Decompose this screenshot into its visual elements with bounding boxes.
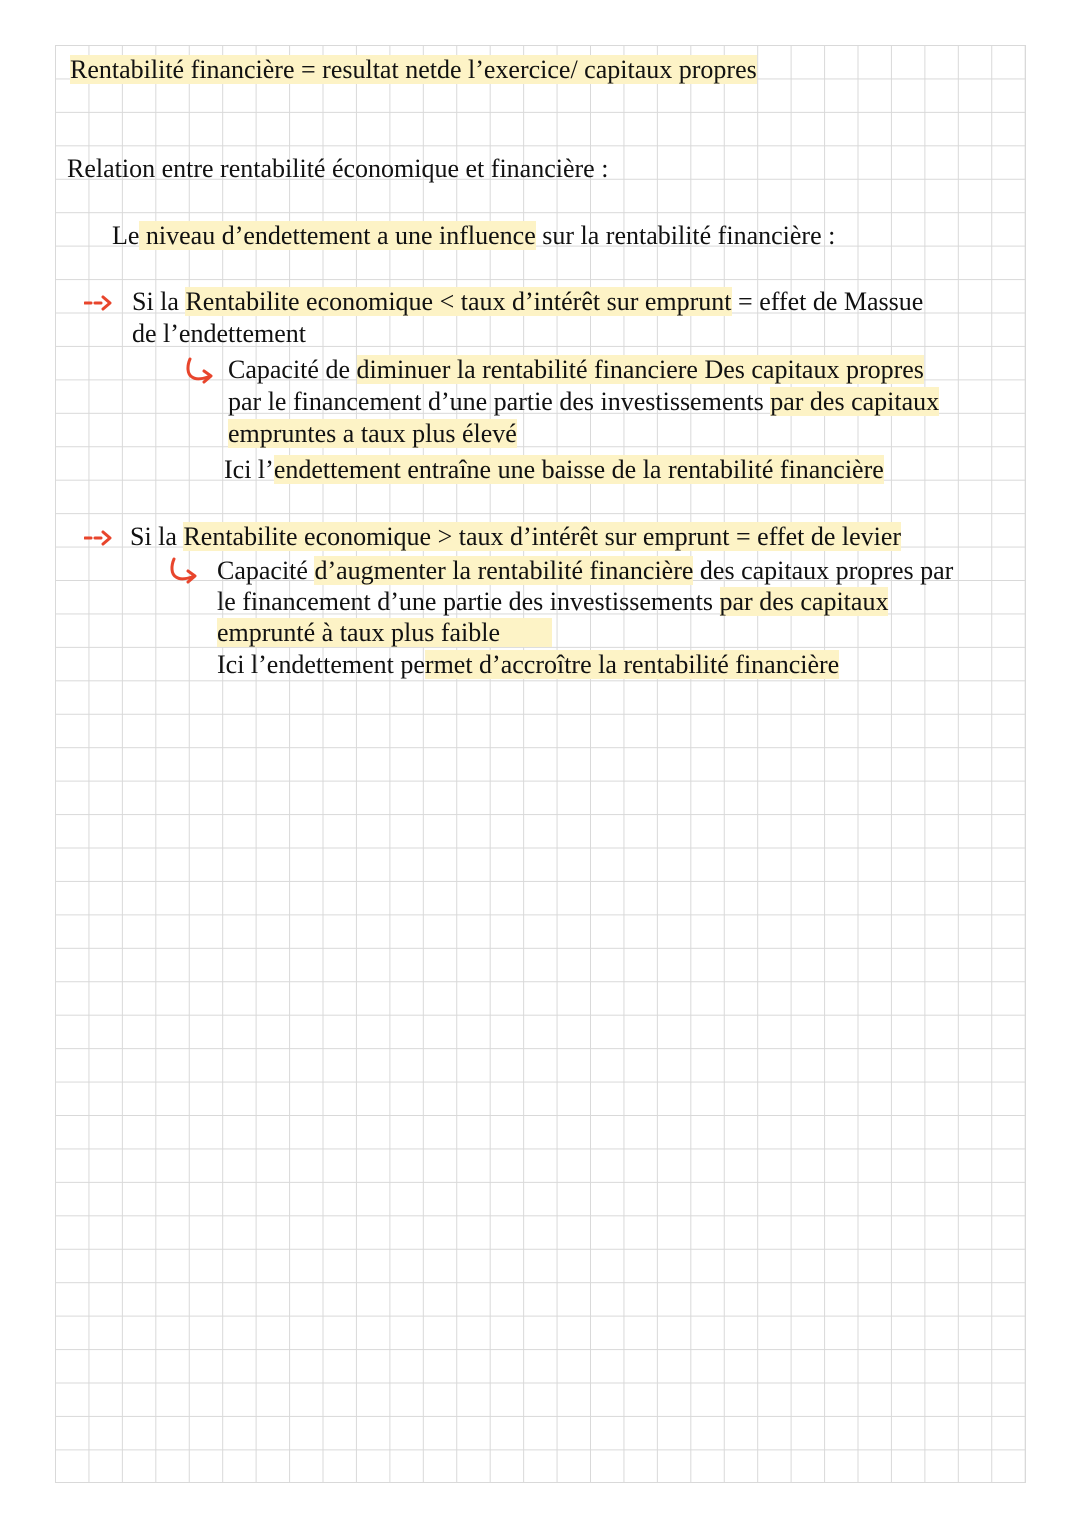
case2-line1-highlight: Rentabilite economique > taux d’intérêt sur emprunt = effet de levier — [183, 522, 902, 551]
case2-detail3 — [217, 617, 552, 649]
case1-detail1 — [228, 354, 924, 386]
case1-conclusion-highlight: endettement entraîne une baisse de la rentabilité financière — [273, 455, 884, 484]
intro-highlight: niveau d’endettement a une influence — [139, 221, 536, 250]
case2-detail1-highlight: d’augmenter la rentabilité financière — [314, 556, 694, 585]
case1-line1-prefix: Si la — [132, 287, 186, 316]
case1-detail3 — [228, 418, 517, 450]
case1-detail2-highlight: par des capitaux — [770, 387, 940, 416]
case2-detail1-suffix: des capitaux propres par — [693, 556, 954, 585]
case2-line1-prefix: Si la — [130, 522, 184, 551]
case2-detail2 — [217, 586, 888, 618]
case1-line1 — [132, 286, 923, 318]
case2-conclusion-prefix: Ici l’endettement pe — [217, 650, 425, 679]
dashed-arrow-icon — [84, 293, 114, 313]
case2-detail3-text: emprunté à taux plus faible — [217, 618, 552, 647]
case2-detail2-highlight: par des capitaux — [719, 587, 889, 616]
formula-line — [70, 54, 757, 86]
case2-line1 — [130, 521, 901, 553]
case2-conclusion — [217, 649, 839, 681]
case2-detail1 — [217, 555, 953, 587]
case1-detail1-highlight: diminuer la rentabilité financiere Des capitaux propres — [356, 355, 924, 384]
case1-conclusion-prefix: Ici l’ — [224, 455, 274, 484]
case2-conclusion-highlight: rmet d’accroître la rentabilité financière — [424, 650, 840, 679]
formula-text: Rentabilité financière = resultat netde l’exercice/ capitaux propres — [70, 55, 757, 84]
case1-line2 — [132, 318, 306, 350]
grid-paper — [55, 45, 1026, 1483]
case1-detail1-prefix: Capacité de — [228, 355, 357, 384]
intro-suffix: sur la rentabilité financière : — [535, 221, 836, 250]
case2-detail1-prefix: Capacité — [217, 556, 315, 585]
case1-detail3-text: empruntes a taux plus élevé — [228, 419, 517, 448]
intro-prefix: Le — [112, 221, 140, 250]
case1-line2-text: de l’endettement — [132, 319, 306, 348]
case1-detail2-prefix: par le financement d’une partie des investissements — [228, 387, 771, 416]
case1-detail2 — [228, 386, 939, 418]
relation-title — [67, 153, 608, 185]
hook-arrow-icon — [168, 556, 204, 586]
relation-title-text: Relation entre rentabilité économique et financière : — [67, 154, 609, 183]
case1-line1-suffix: = effet de Massue — [731, 287, 924, 316]
dashed-arrow-icon — [84, 528, 114, 548]
case1-line1-highlight: Rentabilite economique < taux d’intérêt sur emprunt — [185, 287, 732, 316]
case1-conclusion — [224, 454, 884, 486]
relation-intro — [112, 220, 835, 252]
case2-detail2-prefix: le financement d’une partie des investissements — [217, 587, 720, 616]
hook-arrow-icon — [184, 356, 220, 386]
